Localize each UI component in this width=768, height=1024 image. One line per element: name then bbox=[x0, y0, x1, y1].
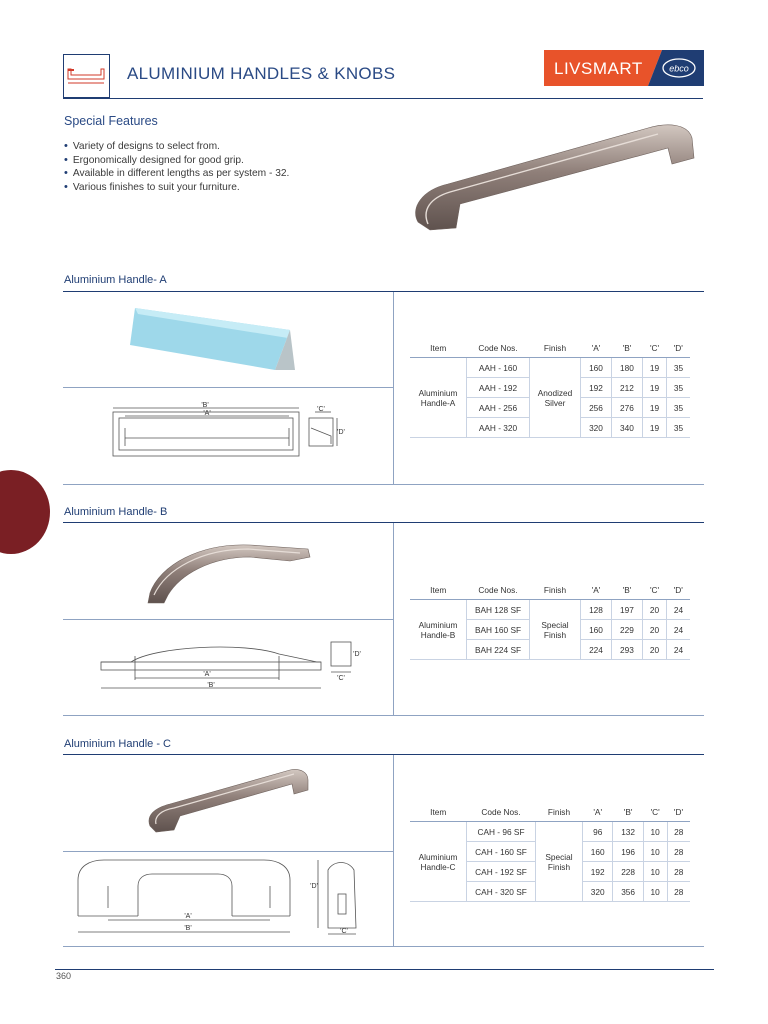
value-cell: 24 bbox=[667, 620, 690, 640]
dim-label-d: 'D' bbox=[353, 651, 361, 658]
value-cell: 320 bbox=[581, 418, 612, 438]
page-title: ALUMINIUM HANDLES & KNOBS bbox=[127, 64, 396, 83]
col-header: 'C' bbox=[643, 802, 667, 822]
feature-item: • Variety of designs to select from. bbox=[64, 140, 289, 154]
spec-table-handle-b bbox=[410, 580, 690, 660]
col-header: Finish bbox=[530, 580, 581, 600]
dim-label-a: 'A' bbox=[203, 410, 211, 417]
code-cell: BAH 160 SF bbox=[467, 620, 530, 640]
value-cell: 10 bbox=[643, 862, 667, 882]
col-header: Code Nos. bbox=[467, 802, 536, 822]
value-cell: 160 bbox=[583, 842, 613, 862]
col-header: Finish bbox=[536, 802, 583, 822]
value-cell: 10 bbox=[643, 882, 667, 902]
section-title-handle-b: Aluminium Handle- B bbox=[64, 506, 168, 518]
dim-label-a: 'A' bbox=[203, 671, 211, 678]
code-cell: AAH - 192 bbox=[467, 378, 530, 398]
image-divider bbox=[63, 851, 393, 852]
col-header: 'D' bbox=[667, 580, 690, 600]
handle-b-drawing bbox=[95, 632, 365, 692]
value-cell: 212 bbox=[611, 378, 642, 398]
dim-label-c: 'C' bbox=[337, 675, 345, 682]
col-header: 'B' bbox=[613, 802, 643, 822]
value-cell: 132 bbox=[613, 822, 643, 842]
dim-label-c: 'C' bbox=[340, 928, 348, 935]
handle-a-image bbox=[130, 300, 300, 380]
value-cell: 256 bbox=[581, 398, 612, 418]
value-cell: 197 bbox=[611, 600, 642, 620]
dim-label-c: 'C' bbox=[317, 406, 325, 413]
code-cell: AAH - 320 bbox=[467, 418, 530, 438]
section-rule bbox=[63, 522, 704, 523]
col-header: 'C' bbox=[642, 580, 666, 600]
code-cell: AAH - 160 bbox=[467, 358, 530, 378]
col-header: 'B' bbox=[611, 338, 642, 358]
header-rule bbox=[63, 98, 703, 99]
code-cell: CAH - 192 SF bbox=[467, 862, 536, 882]
section-divider bbox=[393, 523, 394, 715]
value-cell: 228 bbox=[613, 862, 643, 882]
feature-item: • Available in different lengths as per system - 32. bbox=[64, 167, 289, 181]
side-tab-marker bbox=[0, 470, 50, 554]
value-cell: 19 bbox=[642, 378, 666, 398]
col-header: Item bbox=[410, 802, 467, 822]
col-header: Code Nos. bbox=[467, 580, 530, 600]
features-list bbox=[64, 140, 289, 194]
value-cell: 340 bbox=[611, 418, 642, 438]
handle-b-image bbox=[140, 535, 320, 610]
footer-rule bbox=[55, 969, 714, 970]
brand-name: LIVSMART bbox=[554, 59, 643, 78]
col-header: Item bbox=[410, 580, 467, 600]
value-cell: 35 bbox=[667, 418, 690, 438]
value-cell: 224 bbox=[581, 640, 612, 660]
value-cell: 20 bbox=[642, 620, 666, 640]
dim-label-b: 'B' bbox=[207, 682, 215, 689]
section-divider bbox=[393, 755, 394, 946]
handle-a-drawing bbox=[105, 398, 345, 464]
dim-label-b: 'B' bbox=[201, 402, 209, 409]
dim-label-b: 'B' bbox=[184, 925, 192, 932]
value-cell: 28 bbox=[667, 882, 690, 902]
table-header-row bbox=[410, 338, 690, 358]
col-header: 'D' bbox=[667, 338, 690, 358]
code-cell: BAH 224 SF bbox=[467, 640, 530, 660]
col-header: 'A' bbox=[583, 802, 613, 822]
value-cell: 19 bbox=[642, 418, 666, 438]
value-cell: 96 bbox=[583, 822, 613, 842]
section-divider bbox=[393, 292, 394, 484]
value-cell: 160 bbox=[581, 620, 612, 640]
feature-item: • Various finishes to suit your furniture. bbox=[64, 181, 289, 195]
col-header: 'A' bbox=[581, 580, 612, 600]
code-cell: CAH - 160 SF bbox=[467, 842, 536, 862]
value-cell: 229 bbox=[611, 620, 642, 640]
dim-label-d: 'D' bbox=[337, 429, 345, 436]
value-cell: 28 bbox=[667, 842, 690, 862]
image-divider bbox=[63, 619, 393, 620]
col-header: 'B' bbox=[611, 580, 642, 600]
handle-outline-icon bbox=[64, 55, 109, 97]
finish-cell: Anodized Silver bbox=[530, 358, 581, 438]
value-cell: 35 bbox=[667, 378, 690, 398]
table-header-row bbox=[410, 802, 690, 822]
section-bottom-rule bbox=[63, 715, 704, 716]
value-cell: 293 bbox=[611, 640, 642, 660]
handle-c-image bbox=[140, 764, 315, 839]
value-cell: 128 bbox=[581, 600, 612, 620]
col-header: Item bbox=[410, 338, 467, 358]
table-row bbox=[410, 600, 690, 620]
value-cell: 276 bbox=[611, 398, 642, 418]
finish-cell: Special Finish bbox=[536, 822, 583, 902]
value-cell: 28 bbox=[667, 862, 690, 882]
item-cell: Aluminium Handle-B bbox=[410, 600, 467, 660]
item-cell: Aluminium Handle-A bbox=[410, 358, 467, 438]
value-cell: 28 bbox=[667, 822, 690, 842]
value-cell: 20 bbox=[642, 600, 666, 620]
dim-label-a: 'A' bbox=[184, 913, 192, 920]
value-cell: 192 bbox=[581, 378, 612, 398]
section-title-handle-a: Aluminium Handle- A bbox=[64, 274, 167, 286]
handle-c-drawing bbox=[72, 856, 372, 938]
value-cell: 19 bbox=[642, 398, 666, 418]
col-header: Finish bbox=[530, 338, 581, 358]
section-rule bbox=[63, 754, 704, 755]
page-number: 360 bbox=[56, 971, 72, 981]
value-cell: 19 bbox=[642, 358, 666, 378]
spec-table-handle-a bbox=[410, 338, 690, 438]
code-cell: BAH 128 SF bbox=[467, 600, 530, 620]
value-cell: 10 bbox=[643, 822, 667, 842]
value-cell: 192 bbox=[583, 862, 613, 882]
value-cell: 35 bbox=[667, 398, 690, 418]
value-cell: 180 bbox=[611, 358, 642, 378]
value-cell: 20 bbox=[642, 640, 666, 660]
code-cell: AAH - 256 bbox=[467, 398, 530, 418]
value-cell: 356 bbox=[613, 882, 643, 902]
dim-label-d: 'D' bbox=[310, 883, 318, 890]
section-bottom-rule bbox=[63, 484, 704, 485]
value-cell: 160 bbox=[581, 358, 612, 378]
value-cell: 35 bbox=[667, 358, 690, 378]
item-cell: Aluminium Handle-C bbox=[410, 822, 467, 902]
livsmart-ebco-logo bbox=[544, 50, 704, 86]
code-cell: CAH - 320 SF bbox=[467, 882, 536, 902]
brand-mark: ebco bbox=[669, 63, 689, 74]
value-cell: 320 bbox=[583, 882, 613, 902]
value-cell: 196 bbox=[613, 842, 643, 862]
col-header: 'C' bbox=[642, 338, 666, 358]
feature-item: • Ergonomically designed for good grip. bbox=[64, 154, 289, 168]
value-cell: 10 bbox=[643, 842, 667, 862]
section-bottom-rule bbox=[63, 946, 704, 947]
image-divider bbox=[63, 387, 393, 388]
section-rule bbox=[63, 291, 704, 292]
value-cell: 24 bbox=[667, 640, 690, 660]
table-row bbox=[410, 822, 690, 842]
table-header-row bbox=[410, 580, 690, 600]
finish-cell: Special Finish bbox=[530, 600, 581, 660]
col-header: Code Nos. bbox=[467, 338, 530, 358]
spec-table-handle-c bbox=[410, 802, 690, 902]
hero-handle-image bbox=[400, 112, 700, 242]
code-cell: CAH - 96 SF bbox=[467, 822, 536, 842]
col-header: 'A' bbox=[581, 338, 612, 358]
category-logo bbox=[63, 54, 110, 98]
col-header: 'D' bbox=[667, 802, 690, 822]
value-cell: 24 bbox=[667, 600, 690, 620]
special-features-title: Special Features bbox=[64, 114, 158, 128]
table-row bbox=[410, 358, 690, 378]
section-title-handle-c: Aluminium Handle - C bbox=[64, 738, 171, 750]
